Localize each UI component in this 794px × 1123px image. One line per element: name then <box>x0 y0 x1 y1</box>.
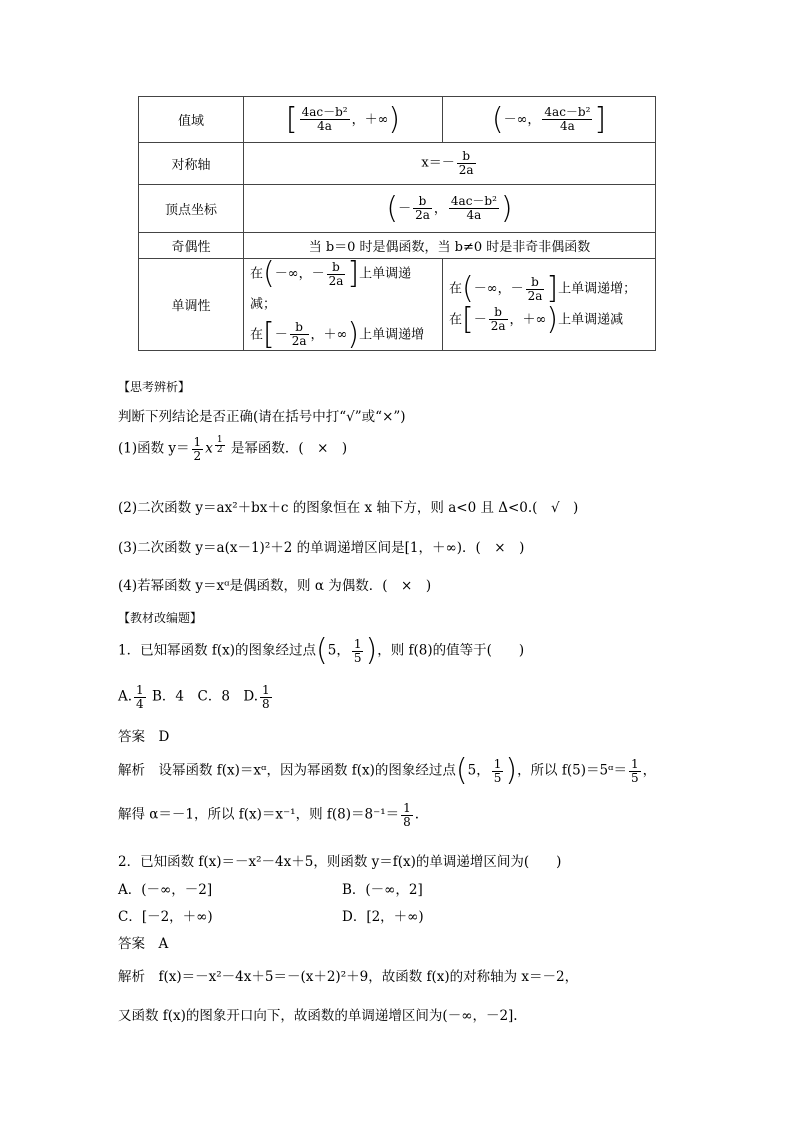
mono-l1-den: 2a <box>328 273 344 288</box>
problem2-stem: 2．已知函数 f(x)＝－x²－4x＋5，则函数 y＝f(x)的单调递增区间为( ) <box>118 854 562 870</box>
range-label: 值域 <box>139 97 244 143</box>
problem2-answer: 答案 A <box>118 936 169 952</box>
mono-l2-tail: ，＋∞ <box>310 327 348 342</box>
mono-downward-cell: 在(－∞，－ $\frac{b}{2a}$ ]上单调递增； 在[－ $\frac{b}{2a}$ ，＋∞)上单调递减 <box>443 259 656 351</box>
axis-lhs: x＝－ <box>421 156 455 171</box>
mono-l2-pre: 在 <box>250 327 264 342</box>
vertex-comma: ， <box>433 201 447 216</box>
mono-r2-head: － <box>473 312 487 327</box>
table-row-parity <box>139 233 656 259</box>
axis-cell <box>244 143 656 185</box>
mono-r1-den: 2a <box>527 288 543 303</box>
range-upward-cell: [ $\frac{\text{4ac－b²}}{4a}$ ，＋∞) <box>244 97 443 143</box>
mono-r1-tail: 上单调递增； <box>558 281 637 297</box>
range-left-denominator: 4a <box>317 119 332 133</box>
think-q1: (1)函数 y＝ $\frac{1}{2}$ x $\frac{1}{2}$ 是幂函数．( × ) <box>118 435 348 463</box>
vertex-minus: － <box>398 201 412 216</box>
problem2-solution-2: 又函数 f(x)的图象开口向下，故函数的单调递增区间为(－∞，－2]. <box>118 1008 518 1024</box>
mono-r2-den: 2a <box>490 319 506 333</box>
range-left-numerator: 4ac－b² <box>301 105 348 120</box>
quadratic-properties-table <box>138 96 656 351</box>
problem2-solution-1: 解析 f(x)＝－x²－4x＋5＝－(x＋2)²＋9，故函数 f(x)的对称轴为 x＝－2， <box>118 969 579 985</box>
vertex-b-numerator: b <box>413 195 432 209</box>
axis-denominator: 2a <box>458 163 474 177</box>
range-right-denominator: 4a <box>560 119 575 133</box>
table-row-monotonicity <box>139 259 656 351</box>
mono-l1-tail: 上单调递减； <box>250 266 412 312</box>
range-right-numerator: 4ac－b² <box>544 105 591 120</box>
range-left-tail: ，＋∞ <box>351 112 389 127</box>
mono-r2-end: 上单调递减 <box>558 312 624 327</box>
mono-r1-num: b <box>526 276 545 290</box>
mono-l2-num: b <box>290 321 309 335</box>
mono-r2-tail: ，＋∞ <box>509 312 547 327</box>
problem2-option-b: B．(－∞，2] <box>342 882 423 898</box>
parity-text: 当 b＝0 时是偶函数，当 b≠0 时是非奇非偶函数 <box>244 233 656 259</box>
vertex-b-denominator: 2a <box>415 208 430 222</box>
problem1-options: A. $\frac{1}{4}$ B．4 C．8 D. $\frac{1}{8}$ <box>118 683 270 711</box>
vertex-y-numerator: 4ac－b² <box>450 194 497 209</box>
think-section-title: 【思考辨析】 <box>118 380 191 394</box>
table-row-axis <box>139 143 656 185</box>
table-row-range <box>139 97 656 143</box>
parity-label: 奇偶性 <box>139 233 244 259</box>
mono-l2-den: 2a <box>291 334 307 348</box>
problem1-solution-1: 解析 设幂函数 f(x)＝xᵅ，因为幂函数 f(x)的图象经过点(5， $\frac{1}{5}$ )，所以 f(5)＝5ᵅ＝ $\frac{1}{5}$ ， <box>118 753 657 788</box>
mono-l2-end: 上单调递增 <box>359 327 425 342</box>
mono-r2-num: b <box>489 306 508 320</box>
problem1-answer: 答案 D <box>118 729 170 745</box>
vertex-cell: (－ $\frac{b}{2a}$ ， $\frac{\text{4ac－b²}}{4a}$ ) <box>244 185 656 233</box>
mono-r2-pre: 在 <box>449 312 463 327</box>
mono-r1-pre: 在 <box>449 281 463 297</box>
vertex-label: 顶点坐标 <box>139 185 244 233</box>
mono-l1-num: b <box>327 261 346 275</box>
range-downward-cell: (－∞， $\frac{\text{4ac－b²}}{4a}$ ] <box>443 97 656 143</box>
mono-l2-head: － <box>274 327 288 342</box>
mono-l1-pre: 在 <box>250 266 264 282</box>
range-right-head: －∞， <box>503 112 541 127</box>
problem2-option-c: C．[－2，＋∞) <box>118 909 213 925</box>
mono-label: 单调性 <box>139 259 244 351</box>
problem2-option-d: D．[2，＋∞) <box>342 909 424 925</box>
mono-l1-head: －∞，－ <box>274 266 325 282</box>
textbook-section-title: 【教材改编题】 <box>118 611 203 625</box>
think-intro: 判断下列结论是否正确(请在括号中打“√”或“×”) <box>118 409 406 425</box>
problem2-option-a: A．(－∞，－2] <box>118 882 213 898</box>
table-row-vertex <box>139 185 656 233</box>
mono-upward-cell: 在(－∞，－ $\frac{b}{2a}$ ]上单调递减； 在[－ $\frac{b}{2a}$ ，＋∞)上单调递增 <box>244 259 443 351</box>
mono-r1-head: －∞，－ <box>473 281 524 297</box>
axis-numerator: b <box>457 150 476 164</box>
vertex-y-denominator: 4a <box>466 208 482 222</box>
think-q3: (3)二次函数 y＝a(x－1)²＋2 的单调递增区间是[1，＋∞)．( × ) <box>118 540 525 556</box>
think-q4: (4)若幂函数 y＝xᵅ是偶函数，则 α 为偶数．( × ) <box>118 578 432 594</box>
problem1-solution-2: 解得 α＝－1，所以 f(x)＝x⁻¹，则 f(8)＝8⁻¹＝ $\frac{1}{8}$ . <box>118 801 420 829</box>
axis-label: 对称轴 <box>139 143 244 185</box>
problem1-stem: 1．已知幂函数 f(x)的图象经过点(5， $\frac{1}{5}$ )，则 f(8)的值等于( ) <box>118 633 525 668</box>
think-q2: (2)二次函数 y＝ax²＋bx＋c 的图象恒在 x 轴下方，则 a<0 且 Δ<0.( √ ) <box>118 500 579 516</box>
